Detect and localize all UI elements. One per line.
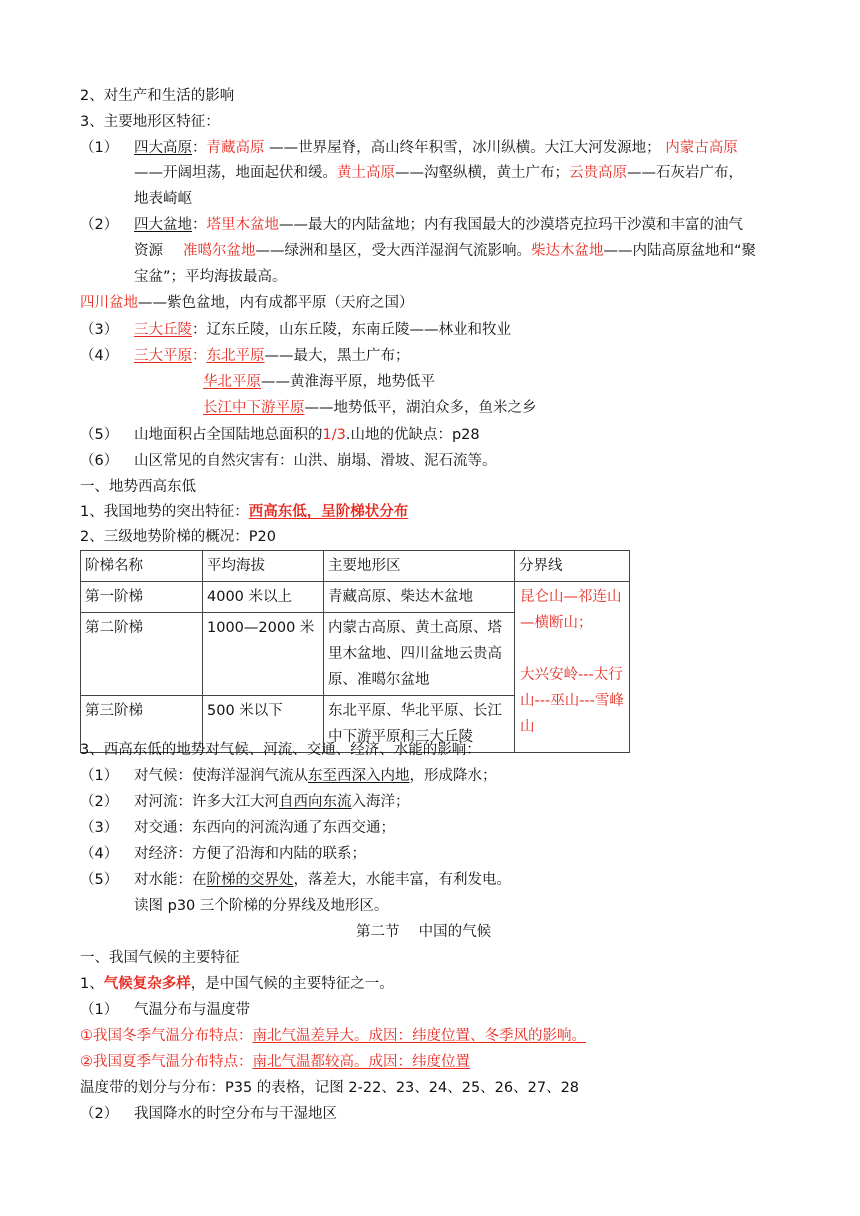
item-number: （2）: [80, 794, 119, 810]
item-number: （2）: [80, 217, 119, 233]
list-item: 温度带的划分与分布：P35 的表格，记图 2-22、23、24、25、26、27、28: [80, 1080, 580, 1096]
list-item: [80, 766, 497, 786]
boundary-line-1: 昆仑山—祁连山—横断山；: [520, 589, 622, 631]
underlined-text: 南北气温差异大。成因：纬度位置、冬季风的影响。: [252, 1028, 586, 1044]
table-header: 平均海拔: [203, 551, 324, 582]
text: ：: [192, 140, 207, 156]
text: ②我国夏季气温分布特点：: [80, 1054, 253, 1070]
list-item: [80, 138, 738, 158]
list-item: [80, 1026, 586, 1046]
table-cell: 500 米以下: [203, 696, 324, 753]
text: 入海洋；: [351, 794, 410, 810]
text: 山地面积占全国陆地总面积的: [134, 427, 323, 443]
landform-name: 东北平原: [206, 348, 265, 364]
list-item: [80, 346, 410, 366]
list-item: [80, 818, 395, 838]
list-item: [80, 974, 394, 994]
list-item-continuation: [134, 241, 756, 261]
boundary-cell: [515, 582, 630, 753]
table-header: 主要地形区: [324, 551, 515, 582]
text: 1、我国地势的突出特征：: [80, 504, 249, 520]
text: 1、: [80, 976, 104, 992]
list-item: [80, 870, 511, 890]
text: ，是中国气候的主要特征之一。: [190, 976, 394, 992]
item-number: （4）: [80, 846, 119, 862]
table-cell: 第三阶梯: [81, 696, 203, 753]
item-number: （2）: [80, 1106, 119, 1122]
key-point: 西高东低，呈阶梯状分布: [248, 504, 409, 520]
text: ——内陆高原盆地和“聚: [603, 243, 757, 259]
table-cell: 1000—2000 米: [203, 613, 324, 696]
landform-name: 柴达木盆地: [531, 243, 604, 259]
table-cell: 4000 米以上: [203, 582, 324, 613]
list-item: [80, 293, 414, 313]
list-item: [80, 792, 410, 812]
text: ：辽东丘陵，山东丘陵，东南丘陵——林业和牧业: [192, 322, 511, 338]
table-cell: 东北平原、华北平原、长江中下游平原和三大丘陵: [324, 696, 515, 753]
item-number: （6）: [80, 453, 119, 469]
table-header: 分界线: [515, 551, 630, 582]
boundary-line-2: 大兴安岭---太行山---巫山---雪峰山: [520, 667, 624, 735]
list-item: [80, 1104, 337, 1124]
section-heading: 2、对生产和生活的影响: [80, 88, 235, 104]
landform-name: 长江中下游平原: [203, 400, 305, 416]
underlined-text: 阶梯的交界处: [206, 872, 294, 888]
text: ——紫色盆地，内有成都平原（天府之国）: [138, 295, 414, 311]
list-item-continuation: [134, 163, 743, 183]
text: 山区常见的自然灾害有：山洪、崩塌、滑坡、泥石流等。: [134, 453, 497, 469]
text: ——开阔坦荡，地面起伏和缓。: [134, 165, 337, 181]
text: 对气候：使海洋湿润气流从: [134, 768, 308, 784]
list-item-continuation: [203, 398, 537, 418]
list-item: [80, 1000, 250, 1020]
item-number: （1）: [80, 768, 119, 784]
landform-name: 青藏高原: [206, 140, 265, 156]
text: 我国降水的时空分布与干湿地区: [134, 1106, 337, 1122]
item-number: （3）: [80, 322, 119, 338]
list-item: 2、三级地势阶梯的概况：P20: [80, 529, 276, 545]
chapter-section-title: 第二节 中国的气候: [356, 924, 492, 940]
underlined-text: 南北气温都较高。成因：纬度位置: [252, 1054, 470, 1070]
table-cell: 内蒙古高原、黄土高原、塔里木盆地、四川盆地云贵高原、准噶尔盆地: [324, 613, 515, 696]
text: ①我国冬季气温分布特点：: [80, 1028, 253, 1044]
item-title: 四大盆地: [134, 217, 192, 233]
text: ——最大的内陆盆地；内有我国最大的沙漠塔克拉玛干沙漠和丰富的油气: [279, 217, 743, 233]
landform-name: 内蒙古高原: [665, 140, 738, 156]
table-cell: 第二阶梯: [81, 613, 203, 696]
list-item: [80, 425, 480, 445]
table-cell: 第一阶梯: [81, 582, 203, 613]
landform-name: 塔里木盆地: [206, 217, 279, 233]
text: ——世界屋脊，高山终年积雪，冰川纵横。大江大河发源地；: [269, 140, 661, 156]
landform-name: 黄土高原: [337, 165, 395, 181]
text: 宝盆”；平均海拔最高。: [134, 269, 287, 285]
list-item: [80, 451, 497, 471]
list-item: [80, 502, 408, 522]
text: .山地的优缺点：p28: [345, 427, 480, 443]
landform-name: 华北平原: [203, 374, 261, 390]
text: ，落差大，水能丰富，有利发电。: [293, 872, 511, 888]
key-point: 气候复杂多样: [103, 976, 191, 992]
item-number: （4）: [80, 348, 119, 364]
text: 对河流：许多大江大河: [134, 794, 279, 810]
part-heading: 一、我国气候的主要特征: [80, 950, 240, 966]
text: ：: [192, 217, 207, 233]
table-cell: 青藏高原、柴达木盆地: [324, 582, 515, 613]
text: ——黄淮海平原，地势低平: [261, 374, 435, 390]
landform-name: 准噶尔盆地: [183, 243, 256, 259]
text: ：: [192, 348, 207, 364]
item-title: 三大平原: [134, 348, 192, 364]
text: 读图 p30 三个阶梯的分界线及地形区。: [134, 898, 389, 914]
text: ——沟壑纵横，黄土广布；: [395, 165, 569, 181]
list-item: 3、西高东低的地势对气候、河流、交通、经济、水能的影响：: [80, 742, 481, 758]
text: ——最大，黑土广布；: [264, 348, 410, 364]
landform-name: 四川盆地: [80, 295, 138, 311]
list-item: [80, 215, 743, 235]
text: ——绿洲和垦区，受大西洋湿润气流影响。: [255, 243, 531, 259]
table-row: [81, 582, 630, 613]
item-number: （1）: [80, 140, 119, 156]
text: 对交通：东西向的河流沟通了东西交通；: [134, 820, 395, 836]
item-number: （5）: [80, 872, 119, 888]
text: ——地势低平，湖泊众多，鱼米之乡: [304, 400, 537, 416]
table-header: 阶梯名称: [81, 551, 203, 582]
text: 地表崎岖: [134, 191, 192, 207]
underlined-text: 东至西深入内地: [308, 768, 410, 784]
list-item: [80, 320, 511, 340]
table-header-row: [81, 551, 630, 582]
part-heading: 一、地势西高东低: [80, 479, 196, 495]
text: ——石灰岩广布，: [627, 165, 743, 181]
landform-name: 云贵高原: [569, 165, 627, 181]
underlined-text: 自西向东流: [279, 794, 352, 810]
item-title: 四大高原: [134, 140, 192, 156]
text: 对经济：方便了沿海和内陆的联系；: [134, 846, 366, 862]
section-heading: 3、主要地形区特征：: [80, 114, 220, 130]
fraction: 1/3: [322, 427, 346, 443]
text: 气温分布与温度带: [134, 1002, 250, 1018]
text: 对水能：在: [134, 872, 207, 888]
list-item-continuation: [203, 372, 435, 392]
list-item: [80, 844, 366, 864]
list-item: [80, 1052, 470, 1072]
terrain-steps-table: [80, 550, 630, 753]
item-number: （3）: [80, 820, 119, 836]
text: ，形成降水；: [409, 768, 497, 784]
item-number: （1）: [80, 1002, 119, 1018]
text: 资源: [134, 243, 163, 259]
item-number: （5）: [80, 427, 119, 443]
item-title: 三大丘陵: [134, 322, 192, 338]
